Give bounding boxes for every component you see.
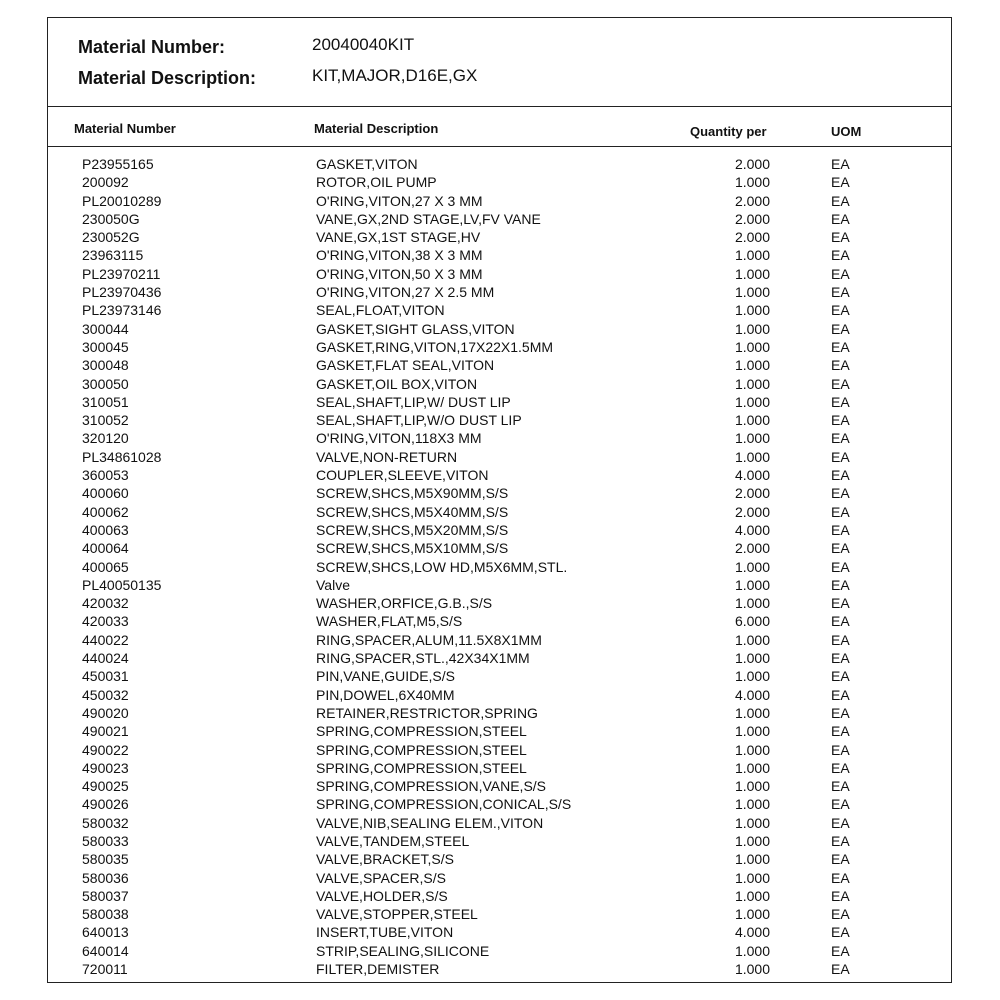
row-uom: EA: [831, 704, 850, 721]
row-material-number: 400063: [82, 521, 129, 538]
row-uom: EA: [831, 613, 850, 630]
row-material-description: VANE,GX,1ST STAGE,HV: [316, 229, 481, 246]
row-material-number: PL40050135: [82, 576, 162, 593]
table-row: [48, 594, 951, 612]
row-material-description: RING,SPACER,ALUM,11.5X8X1MM: [316, 631, 542, 648]
row-material-number: PL23970211: [82, 265, 161, 282]
row-quantity: 2.000: [734, 503, 770, 520]
row-uom: EA: [831, 229, 850, 246]
row-quantity: 1.000: [734, 631, 770, 648]
row-material-number: 400064: [82, 540, 129, 557]
row-material-number: PL34861028: [82, 448, 162, 465]
row-material-number: 230052G: [82, 229, 140, 246]
row-material-description: STRIP,SEALING,SILICONE: [316, 942, 490, 959]
row-quantity: 1.000: [734, 393, 770, 410]
row-quantity: 1.000: [734, 741, 770, 758]
document-frame: [47, 17, 952, 983]
table-row: [48, 576, 951, 594]
row-uom: EA: [831, 595, 850, 612]
row-uom: EA: [831, 357, 850, 374]
row-quantity: 1.000: [734, 704, 770, 721]
header-divider: [48, 146, 951, 147]
row-material-description: FILTER,DEMISTER: [316, 961, 440, 978]
row-material-description: SEAL,FLOAT,VITON: [316, 302, 445, 319]
row-quantity: 1.000: [734, 778, 770, 795]
row-material-description: GASKET,RING,VITON,17X22X1.5MM: [316, 338, 554, 355]
row-material-number: 490025: [82, 778, 129, 795]
row-material-description: VALVE,TANDEM,STEEL: [316, 832, 470, 849]
table-row: [48, 704, 951, 722]
row-uom: EA: [831, 320, 850, 337]
row-material-number: 420032: [82, 595, 129, 612]
row-material-number: 400062: [82, 503, 129, 520]
row-uom: EA: [831, 961, 850, 978]
row-quantity: 1.000: [734, 595, 770, 612]
row-material-number: 310052: [82, 412, 129, 429]
row-quantity: 1.000: [734, 796, 770, 813]
row-uom: EA: [831, 503, 850, 520]
row-material-number: 300048: [82, 357, 129, 374]
table-row: [48, 393, 951, 411]
row-quantity: 1.000: [734, 430, 770, 447]
table-row: [48, 741, 951, 759]
row-quantity: 1.000: [734, 412, 770, 429]
row-quantity: 1.000: [734, 961, 770, 978]
row-quantity: 1.000: [734, 668, 770, 685]
row-material-description: RING,SPACER,STL.,42X34X1MM: [316, 650, 530, 667]
row-uom: EA: [831, 448, 850, 465]
row-uom: EA: [831, 869, 850, 886]
row-material-number: 360053: [82, 467, 129, 484]
table-row: [48, 210, 951, 228]
table-row: [48, 429, 951, 447]
row-material-description: WASHER,FLAT,M5,S/S: [316, 613, 463, 630]
row-quantity: 2.000: [734, 192, 770, 209]
row-material-description: O'RING,VITON,38 X 3 MM: [316, 247, 483, 264]
row-material-description: Valve: [316, 576, 350, 593]
row-quantity: 1.000: [734, 338, 770, 355]
row-uom: EA: [831, 375, 850, 392]
row-uom: EA: [831, 942, 850, 959]
row-uom: EA: [831, 906, 850, 923]
row-material-description: GASKET,FLAT SEAL,VITON: [316, 357, 495, 374]
row-uom: EA: [831, 558, 850, 575]
row-material-description: VALVE,SPACER,S/S: [316, 869, 446, 886]
table-row: [48, 539, 951, 557]
row-material-description: SPRING,COMPRESSION,STEEL: [316, 759, 527, 776]
row-material-number: PL23973146: [82, 302, 162, 319]
row-material-description: ROTOR,OIL PUMP: [316, 174, 437, 191]
row-quantity: 2.000: [734, 540, 770, 557]
row-uom: EA: [831, 576, 850, 593]
row-quantity: 2.000: [734, 485, 770, 502]
row-uom: EA: [831, 192, 850, 209]
table-row: [48, 814, 951, 832]
row-material-description: GASKET,OIL BOX,VITON: [316, 375, 478, 392]
row-quantity: 2.000: [734, 229, 770, 246]
row-material-description: VALVE,BRACKET,S/S: [316, 851, 454, 868]
table-row: [48, 832, 951, 850]
row-quantity: 1.000: [734, 942, 770, 959]
row-quantity: 1.000: [734, 650, 770, 667]
material-number-label: Material Number:: [78, 37, 226, 57]
table-row: [48, 612, 951, 630]
row-material-description: SEAL,SHAFT,LIP,W/ DUST LIP: [316, 393, 511, 410]
row-uom: EA: [831, 814, 850, 831]
table-row: [48, 722, 951, 740]
row-uom: EA: [831, 796, 850, 813]
table-row: [48, 173, 951, 191]
row-uom: EA: [831, 686, 850, 703]
row-material-number: 720011: [82, 961, 128, 978]
row-material-number: 640013: [82, 924, 129, 941]
row-uom: EA: [831, 631, 850, 648]
row-quantity: 1.000: [734, 558, 770, 575]
row-quantity: 2.000: [734, 156, 770, 172]
row-material-number: 200092: [82, 174, 129, 191]
row-material-description: O'RING,VITON,27 X 3 MM: [316, 192, 483, 209]
row-uom: EA: [831, 247, 850, 264]
row-material-description: O'RING,VITON,27 X 2.5 MM: [316, 284, 495, 301]
table-row: [48, 960, 951, 978]
row-material-number: 580038: [82, 906, 129, 923]
row-quantity: 1.000: [734, 851, 770, 868]
row-quantity: 1.000: [734, 832, 770, 849]
row-material-number: P23955165: [82, 156, 154, 172]
column-header-uom: UOM: [831, 124, 862, 139]
table-row: [48, 283, 951, 301]
column-header-material-number: Material Number: [74, 121, 176, 136]
row-material-description: RETAINER,RESTRICTOR,SPRING: [316, 704, 538, 721]
row-material-description: SCREW,SHCS,LOW HD,M5X6MM,STL.: [316, 558, 568, 575]
row-material-number: 580032: [82, 814, 129, 831]
table-row: [48, 503, 951, 521]
materials-table-body: [48, 155, 951, 978]
table-row: [48, 795, 951, 813]
table-row: [48, 923, 951, 941]
table-row: [48, 631, 951, 649]
row-material-description: WASHER,ORFICE,G.B.,S/S: [316, 595, 493, 612]
row-quantity: 1.000: [734, 906, 770, 923]
table-row: [48, 155, 951, 173]
row-material-description: SPRING,COMPRESSION,STEEL: [316, 723, 527, 740]
table-row: [48, 448, 951, 466]
row-material-description: VALVE,STOPPER,STEEL: [316, 906, 478, 923]
row-uom: EA: [831, 174, 850, 191]
row-material-number: 580036: [82, 869, 129, 886]
row-quantity: 1.000: [734, 887, 770, 904]
row-uom: EA: [831, 832, 850, 849]
row-quantity: 1.000: [734, 357, 770, 374]
column-header-quantity-per: Quantity per: [690, 124, 767, 139]
row-material-description: O'RING,VITON,118X3 MM: [316, 430, 482, 447]
table-row: [48, 777, 951, 795]
table-row: [48, 484, 951, 502]
table-row: [48, 411, 951, 429]
row-material-description: COUPLER,SLEEVE,VITON: [316, 467, 489, 484]
material-number-value: 20040040KIT: [312, 35, 415, 54]
row-material-description: VANE,GX,2ND STAGE,LV,FV VANE: [316, 210, 541, 227]
table-row: [48, 301, 951, 319]
table-row: [48, 887, 951, 905]
row-material-number: 440024: [82, 650, 129, 667]
row-uom: EA: [831, 485, 850, 502]
row-material-description: SCREW,SHCS,M5X10MM,S/S: [316, 540, 509, 557]
row-material-description: SPRING,COMPRESSION,CONICAL,S/S: [316, 796, 572, 813]
row-material-number: PL23970436: [82, 284, 162, 301]
row-quantity: 1.000: [734, 576, 770, 593]
row-uom: EA: [831, 210, 850, 227]
row-quantity: 4.000: [734, 924, 770, 941]
document-header: [48, 18, 951, 107]
row-uom: EA: [831, 284, 850, 301]
row-uom: EA: [831, 778, 850, 795]
row-material-number: 450032: [82, 686, 129, 703]
row-material-description: PIN,DOWEL,6X40MM: [316, 686, 455, 703]
row-material-description: VALVE,NON-RETURN: [316, 448, 458, 465]
row-quantity: 4.000: [734, 521, 770, 538]
row-material-description: SPRING,COMPRESSION,VANE,S/S: [316, 778, 547, 795]
table-row: [48, 356, 951, 374]
material-description-label: Material Description:: [78, 68, 257, 88]
table-row: [48, 869, 951, 887]
table-row: [48, 466, 951, 484]
row-material-number: 640014: [82, 942, 129, 959]
table-row: [48, 192, 951, 210]
row-quantity: 1.000: [734, 814, 770, 831]
row-material-number: 230050G: [82, 210, 140, 227]
row-material-description: VALVE,NIB,SEALING ELEM.,VITON: [316, 814, 544, 831]
table-row: [48, 228, 951, 246]
row-quantity: 6.000: [734, 613, 770, 630]
row-uom: EA: [831, 393, 850, 410]
row-uom: EA: [831, 759, 850, 776]
table-row: [48, 942, 951, 960]
row-material-number: 300044: [82, 320, 129, 337]
row-uom: EA: [831, 302, 850, 319]
table-row: [48, 246, 951, 264]
row-uom: EA: [831, 741, 850, 758]
table-row: [48, 338, 951, 356]
row-uom: EA: [831, 540, 850, 557]
row-material-number: 490021: [82, 723, 129, 740]
row-quantity: 4.000: [734, 686, 770, 703]
row-quantity: 1.000: [734, 302, 770, 319]
row-uom: EA: [831, 430, 850, 447]
row-quantity: 1.000: [734, 723, 770, 740]
row-material-description: SPRING,COMPRESSION,STEEL: [316, 741, 527, 758]
table-row: [48, 686, 951, 704]
row-material-number: 420033: [82, 613, 129, 630]
row-material-description: PIN,VANE,GUIDE,S/S: [316, 668, 455, 685]
row-uom: EA: [831, 521, 850, 538]
row-material-number: 490026: [82, 796, 129, 813]
row-quantity: 1.000: [734, 265, 770, 282]
row-uom: EA: [831, 723, 850, 740]
row-uom: EA: [831, 887, 850, 904]
row-material-number: 490020: [82, 704, 129, 721]
table-row: [48, 759, 951, 777]
row-quantity: 1.000: [734, 247, 770, 264]
row-material-description: O'RING,VITON,50 X 3 MM: [316, 265, 483, 282]
row-material-number: 320120: [82, 430, 129, 447]
table-row: [48, 649, 951, 667]
row-material-description: SCREW,SHCS,M5X20MM,S/S: [316, 521, 509, 538]
row-material-number: 450031: [82, 668, 129, 685]
table-row: [48, 667, 951, 685]
row-uom: EA: [831, 338, 850, 355]
row-material-description: SCREW,SHCS,M5X40MM,S/S: [316, 503, 509, 520]
row-material-number: 580037: [82, 887, 129, 904]
row-material-description: GASKET,SIGHT GLASS,VITON: [316, 320, 515, 337]
row-quantity: 1.000: [734, 375, 770, 392]
row-quantity: 1.000: [734, 320, 770, 337]
row-material-number: 23963115: [82, 247, 144, 264]
table-row: [48, 850, 951, 868]
row-quantity: 1.000: [734, 284, 770, 301]
row-material-number: 580033: [82, 832, 129, 849]
row-material-description: SEAL,SHAFT,LIP,W/O DUST LIP: [316, 412, 522, 429]
row-material-number: 310051: [82, 393, 129, 410]
row-material-number: 580035: [82, 851, 129, 868]
row-uom: EA: [831, 650, 850, 667]
table-row: [48, 558, 951, 576]
row-quantity: 4.000: [734, 467, 770, 484]
row-material-description: VALVE,HOLDER,S/S: [316, 887, 448, 904]
material-description-value: KIT,MAJOR,D16E,GX: [312, 66, 478, 85]
row-material-number: PL20010289: [82, 192, 162, 209]
row-material-description: SCREW,SHCS,M5X90MM,S/S: [316, 485, 509, 502]
row-material-number: 300045: [82, 338, 129, 355]
table-row: [48, 375, 951, 393]
row-uom: EA: [831, 265, 850, 282]
row-uom: EA: [831, 412, 850, 429]
table-row: [48, 265, 951, 283]
table-row: [48, 320, 951, 338]
row-quantity: 1.000: [734, 759, 770, 776]
row-uom: EA: [831, 156, 850, 172]
row-quantity: 1.000: [734, 869, 770, 886]
row-material-number: 300050: [82, 375, 129, 392]
row-material-number: 400065: [82, 558, 129, 575]
row-material-description: GASKET,VITON: [316, 156, 418, 172]
row-quantity: 1.000: [734, 174, 770, 191]
row-material-number: 490023: [82, 759, 129, 776]
row-uom: EA: [831, 467, 850, 484]
row-quantity: 1.000: [734, 448, 770, 465]
column-header-material-description: Material Description: [314, 121, 439, 136]
row-uom: EA: [831, 668, 850, 685]
row-quantity: 2.000: [734, 210, 770, 227]
row-material-description: INSERT,TUBE,VITON: [316, 924, 454, 941]
row-material-number: 400060: [82, 485, 129, 502]
row-uom: EA: [831, 851, 850, 868]
row-material-number: 440022: [82, 631, 129, 648]
row-material-number: 490022: [82, 741, 129, 758]
table-row: [48, 905, 951, 923]
row-uom: EA: [831, 924, 850, 941]
table-row: [48, 521, 951, 539]
